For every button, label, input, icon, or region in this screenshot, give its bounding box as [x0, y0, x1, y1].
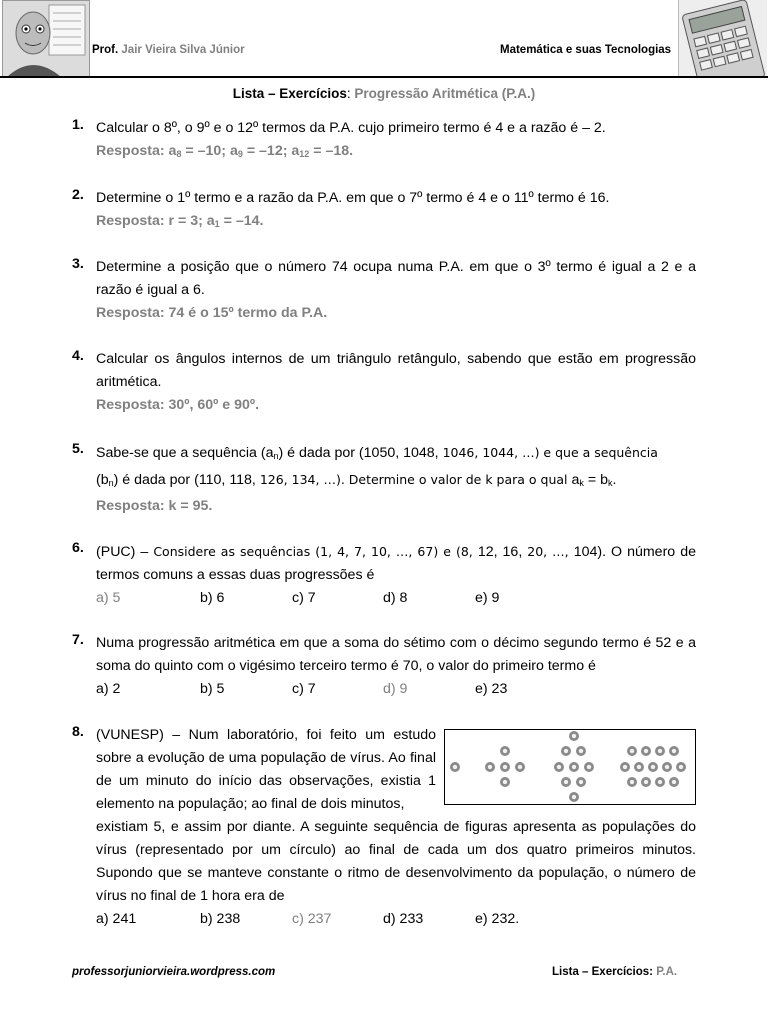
virus-dot	[500, 777, 510, 787]
option-e: e) 9	[475, 590, 500, 606]
calculator-icon	[678, 0, 767, 76]
question-text-narrow: (VUNESP) – Num laboratório, foi feito um estudo sobre a evolução de uma população de vírus. Ao final de um minuto do início das observações, existia 1 elemento na população; ao final de dois minutos,	[96, 727, 436, 812]
page-title: Lista – Exercícios: Progressão Aritmética (P.A.)	[232, 86, 536, 101]
virus-dot	[669, 777, 679, 787]
question-text: (PUC) – Considere as sequências (1, 4, 7, 10, …, 67) e (8, 12, 16, 20, …, 104). O número de termos comuns a essas duas progressões é	[96, 544, 696, 583]
footer-list: Lista – Exercícios: P.A.	[552, 966, 678, 978]
author-photo	[2, 0, 90, 78]
virus-dot	[655, 777, 665, 787]
virus-dot	[584, 762, 594, 772]
option-a: a) 2	[96, 681, 121, 697]
footer-site: professorjuniorvieira.wordpress.com	[72, 966, 276, 978]
virus-dot	[500, 746, 510, 756]
virus-dot	[627, 777, 637, 787]
option-a: a) 241	[96, 911, 137, 927]
answer: Resposta: $a_8 = -10$; $a_9 = -12$; $a_{12} = -18$.	[96, 143, 354, 159]
answer: Resposta: k = 95.	[96, 498, 213, 514]
virus-dot	[569, 792, 579, 802]
option-b: b) 6	[200, 590, 225, 606]
virus-dot	[561, 777, 571, 787]
options	[96, 587, 696, 610]
option-d: d) 8	[383, 590, 408, 606]
option-c: c) 7	[292, 590, 316, 606]
question-text: Calcular os ângulos internos de um triângulo retângulo, sabendo que estão em progressão aritmética.	[96, 351, 696, 390]
option-d: d) 233	[383, 911, 424, 927]
option-a: a) 5	[96, 590, 121, 606]
virus-dot	[576, 777, 586, 787]
answer: Resposta: r = 3; $a_1 = -14$.	[96, 213, 264, 229]
answer: Resposta: 74 é o 15º termo da P.A.	[96, 305, 328, 321]
virus-dot	[515, 762, 525, 772]
virus-population-figure	[444, 729, 696, 805]
virus-dot	[569, 762, 579, 772]
virus-dot	[648, 762, 658, 772]
virus-dot	[500, 762, 510, 772]
virus-dot	[576, 746, 586, 756]
virus-dot	[554, 762, 564, 772]
question-text: Determine o 1º termo e a razão da P.A. em que o 7º termo é 4 e o 11º termo é 16.	[96, 190, 610, 206]
option-e: e) 232.	[475, 911, 520, 927]
option-d: d) 9	[383, 681, 408, 697]
virus-dot	[620, 762, 630, 772]
virus-dot	[641, 777, 651, 787]
virus-dot	[655, 746, 665, 756]
option-e: e) 23	[475, 681, 508, 697]
option-c: c) 237	[292, 911, 332, 927]
virus-dot	[669, 746, 679, 756]
virus-dot	[569, 731, 579, 741]
header-divider	[0, 76, 768, 78]
question-text: Numa progressão aritmética em que a soma do sétimo com o décimo segundo termo é 52 e a soma do quinto com o vigésimo terceiro termo é 70, o valor do primeiro termo é	[96, 635, 696, 674]
question-text: Sabe-se que a sequência $(a_n)$ é dada por (1050, 1048, 1046, 1044, …) e que a sequência $(b_n)$ é dada por (110, 118, 126, 134, …). Determine o valor de k para o qual $a_k = b_k$.	[96, 445, 658, 488]
virus-dot	[641, 746, 651, 756]
answer: Resposta: 30º, 60º e 90º.	[96, 397, 260, 413]
professor-name: Prof. Jair Vieira Silva Júnior	[92, 44, 245, 56]
virus-dot	[662, 762, 672, 772]
virus-dot	[561, 746, 571, 756]
subject-title: Matemática e suas Tecnologias	[500, 44, 672, 56]
options	[96, 908, 696, 931]
virus-dot	[634, 762, 644, 772]
options	[96, 678, 696, 701]
virus-dot	[450, 762, 460, 772]
question-text-wide: existiam 5, e assim por diante. A seguinte sequência de figuras apresenta as populações do vírus (representado por um círculo) ao final de cada um dos quatro primeiros minutos. Supondo que se manteve constante o ritmo de desenvolvimento da população, o número de vírus no final de 1 hora era de	[96, 819, 696, 904]
option-c: c) 7	[292, 681, 316, 697]
virus-dot	[627, 746, 637, 756]
option-b: b) 5	[200, 681, 225, 697]
virus-dot	[485, 762, 495, 772]
virus-dot	[676, 762, 686, 772]
question-text: Calcular o 8º, o 9º e o 12º termos da P.A. cujo primeiro termo é 4 e a razão é – 2.	[96, 120, 606, 136]
question-text: Determine a posição que o número 74 ocupa numa P.A. em que o 3º termo é igual a 2 e a razão é igual a 6.	[96, 259, 696, 298]
option-b: b) 238	[200, 911, 241, 927]
